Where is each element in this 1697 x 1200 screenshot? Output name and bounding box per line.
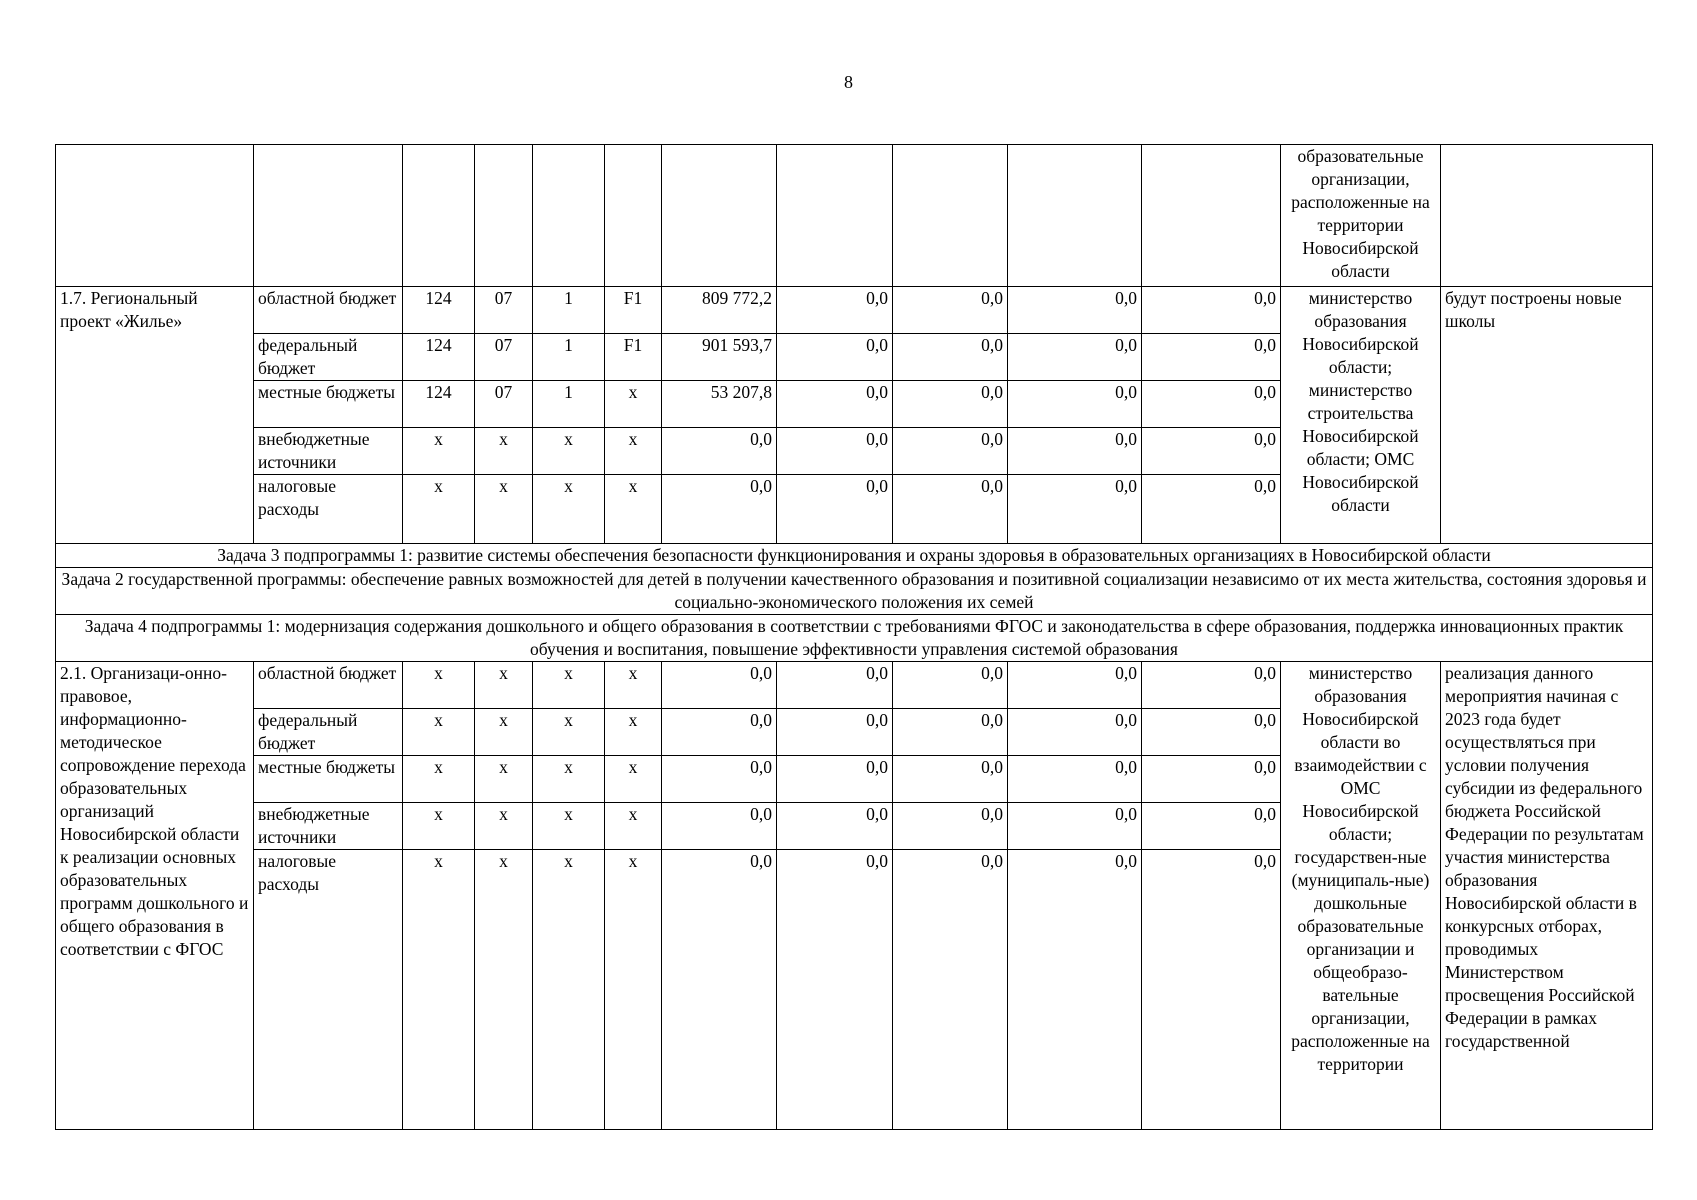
cell-y4: 0,0: [1008, 287, 1142, 334]
cell-rz: x: [475, 756, 533, 803]
cell-y5: 0,0: [1142, 475, 1281, 544]
cell-y2: 0,0: [777, 850, 893, 1130]
cell-pr: 1: [533, 381, 605, 428]
cell-y3: 0,0: [893, 287, 1008, 334]
cell-grbs: 124: [403, 334, 475, 381]
cell-y4: 0,0: [1008, 803, 1142, 850]
cell-cs: F1: [605, 334, 662, 381]
funding-source: местные бюджеты: [254, 381, 403, 428]
cell-pr: x: [533, 662, 605, 709]
cell-y5: 0,0: [1142, 850, 1281, 1130]
cell-y5: 0,0: [1142, 756, 1281, 803]
cell-rz: 07: [475, 334, 533, 381]
cell-pr: x: [533, 850, 605, 1130]
cell-cs: x: [605, 803, 662, 850]
cell-y2: 0,0: [777, 803, 893, 850]
page-number: 8: [844, 72, 853, 92]
cell-grbs: x: [403, 850, 475, 1130]
continuation-executor: образовательные организации, расположенные на территории Новосибирской области: [1281, 145, 1441, 287]
task-row: [56, 544, 1653, 568]
task-row: [56, 568, 1653, 615]
cell-y3: 0,0: [893, 662, 1008, 709]
cell-y4: 0,0: [1008, 709, 1142, 756]
cell-y2: 0,0: [777, 475, 893, 544]
cell-y3: 0,0: [893, 803, 1008, 850]
cell-grbs: x: [403, 709, 475, 756]
cell-y5: 0,0: [1142, 709, 1281, 756]
cell-rz: 07: [475, 287, 533, 334]
cell-grbs: 124: [403, 287, 475, 334]
cell-y1: 0,0: [662, 803, 777, 850]
cell-pr: x: [533, 709, 605, 756]
cell-grbs: x: [403, 662, 475, 709]
cell-y3: 0,0: [893, 381, 1008, 428]
cell-cs: x: [605, 850, 662, 1130]
cell-rz: x: [475, 709, 533, 756]
section_2_1-name: 2.1. Организаци-онно-правовое, информационно-методическое сопровождение перехода образовательных организаций Новосибирской области к реализации основных образовательных программ дошкольного и общего образования в соответствии с ФГОС: [56, 662, 254, 1130]
funding-source: внебюджетные источники: [254, 428, 403, 475]
cell-y2: 0,0: [777, 334, 893, 381]
cell-y3: 0,0: [893, 850, 1008, 1130]
funding-source: местные бюджеты: [254, 756, 403, 803]
cell-y2: 0,0: [777, 662, 893, 709]
cell-pr: 1: [533, 287, 605, 334]
cell-y5: 0,0: [1142, 803, 1281, 850]
cell-y2: 0,0: [777, 287, 893, 334]
cell-y4: 0,0: [1008, 475, 1142, 544]
funding-source: федеральный бюджет: [254, 334, 403, 381]
financing-table: [55, 144, 1653, 1130]
cell-grbs: x: [403, 756, 475, 803]
cell-y2: 0,0: [777, 381, 893, 428]
cell-rz: x: [475, 662, 533, 709]
cell-y5: 0,0: [1142, 287, 1281, 334]
cell-grbs: 124: [403, 381, 475, 428]
cell-cs: F1: [605, 287, 662, 334]
cell-y1: 53 207,8: [662, 381, 777, 428]
section_2_1-executor: министерство образования Новосибирской области во взаимодействии с ОМС Новосибирской области; государствен-ные (муниципаль-ные) дошкольные образовательные организации и общеобразо-вательные организации, расположенные на территории: [1281, 662, 1441, 1130]
cell-y2: 0,0: [777, 756, 893, 803]
cell-y5: 0,0: [1142, 428, 1281, 475]
cell-y1: 0,0: [662, 709, 777, 756]
cell-y4: 0,0: [1008, 850, 1142, 1130]
cell-y1: 0,0: [662, 475, 777, 544]
funding-source: внебюджетные источники: [254, 803, 403, 850]
funding-source: налоговые расходы: [254, 850, 403, 1130]
continuation-row: [56, 145, 1653, 287]
table-row: [56, 287, 1653, 334]
funding-source: областной бюджет: [254, 287, 403, 334]
task-row: [56, 615, 1653, 662]
cell-y3: 0,0: [893, 334, 1008, 381]
cell-y1: 0,0: [662, 662, 777, 709]
cell-y1: 809 772,2: [662, 287, 777, 334]
section_1_7-name: 1.7. Региональный проект «Жилье»: [56, 287, 254, 544]
cell-y5: 0,0: [1142, 662, 1281, 709]
cell-rz: x: [475, 803, 533, 850]
cell-y1: 0,0: [662, 756, 777, 803]
cell-grbs: x: [403, 803, 475, 850]
task-heading: Задача 4 подпрограммы 1: модернизация содержания дошкольного и общего образования в соответствии с требованиями ФГОС и законодательства в сфере образования, поддержка инновационных практик обучения и воспитания, повышение эффективности управления системой образования: [56, 615, 1653, 662]
task-heading: Задача 3 подпрограммы 1: развитие системы обеспечения безопасности функционирования и охраны здоровья в образовательных организациях в Новосибирской области: [56, 544, 1653, 568]
cell-rz: x: [475, 428, 533, 475]
cell-pr: x: [533, 803, 605, 850]
cell-y4: 0,0: [1008, 428, 1142, 475]
cell-pr: x: [533, 756, 605, 803]
cell-pr: x: [533, 428, 605, 475]
cell-rz: 07: [475, 381, 533, 428]
cell-cs: x: [605, 428, 662, 475]
section_1_7-executor: министерство образования Новосибирской области; министерство строительства Новосибирской области; ОМС Новосибирской области: [1281, 287, 1441, 544]
cell-cs: x: [605, 709, 662, 756]
cell-y2: 0,0: [777, 428, 893, 475]
task-heading: Задача 2 государственной программы: обеспечение равных возможностей для детей в получении качественного образования и позитивной социализации независимо от их места жительства, состояния здоровья и социально-экономического положения их семей: [56, 568, 1653, 615]
cell-y3: 0,0: [893, 475, 1008, 544]
table-row: [56, 662, 1653, 709]
cell-y1: 0,0: [662, 850, 777, 1130]
cell-rz: x: [475, 475, 533, 544]
cell-y5: 0,0: [1142, 334, 1281, 381]
section_1_7-result: будут построены новые школы: [1441, 287, 1653, 544]
section_2_1-result: реализация данного мероприятия начиная с 2023 года будет осуществляться при условии получения субсидии из федерального бюджета Российской Федерации по результатам участия министерства образования Новосибирской области в конкурсных отборах, проводимых Министерством просвещения Российской Федерации в рамках государственной: [1441, 662, 1653, 1130]
funding-source: федеральный бюджет: [254, 709, 403, 756]
cell-grbs: x: [403, 475, 475, 544]
cell-y5: 0,0: [1142, 381, 1281, 428]
cell-rz: x: [475, 850, 533, 1130]
cell-cs: x: [605, 662, 662, 709]
cell-pr: 1: [533, 334, 605, 381]
cell-y3: 0,0: [893, 428, 1008, 475]
cell-y3: 0,0: [893, 709, 1008, 756]
cell-y4: 0,0: [1008, 334, 1142, 381]
cell-y2: 0,0: [777, 709, 893, 756]
cell-y4: 0,0: [1008, 662, 1142, 709]
cell-y4: 0,0: [1008, 756, 1142, 803]
cell-y3: 0,0: [893, 756, 1008, 803]
cell-grbs: x: [403, 428, 475, 475]
funding-source: налоговые расходы: [254, 475, 403, 544]
cell-cs: x: [605, 756, 662, 803]
cell-cs: x: [605, 381, 662, 428]
cell-pr: x: [533, 475, 605, 544]
cell-cs: x: [605, 475, 662, 544]
cell-y1: 901 593,7: [662, 334, 777, 381]
cell-y4: 0,0: [1008, 381, 1142, 428]
funding-source: областной бюджет: [254, 662, 403, 709]
cell-y1: 0,0: [662, 428, 777, 475]
